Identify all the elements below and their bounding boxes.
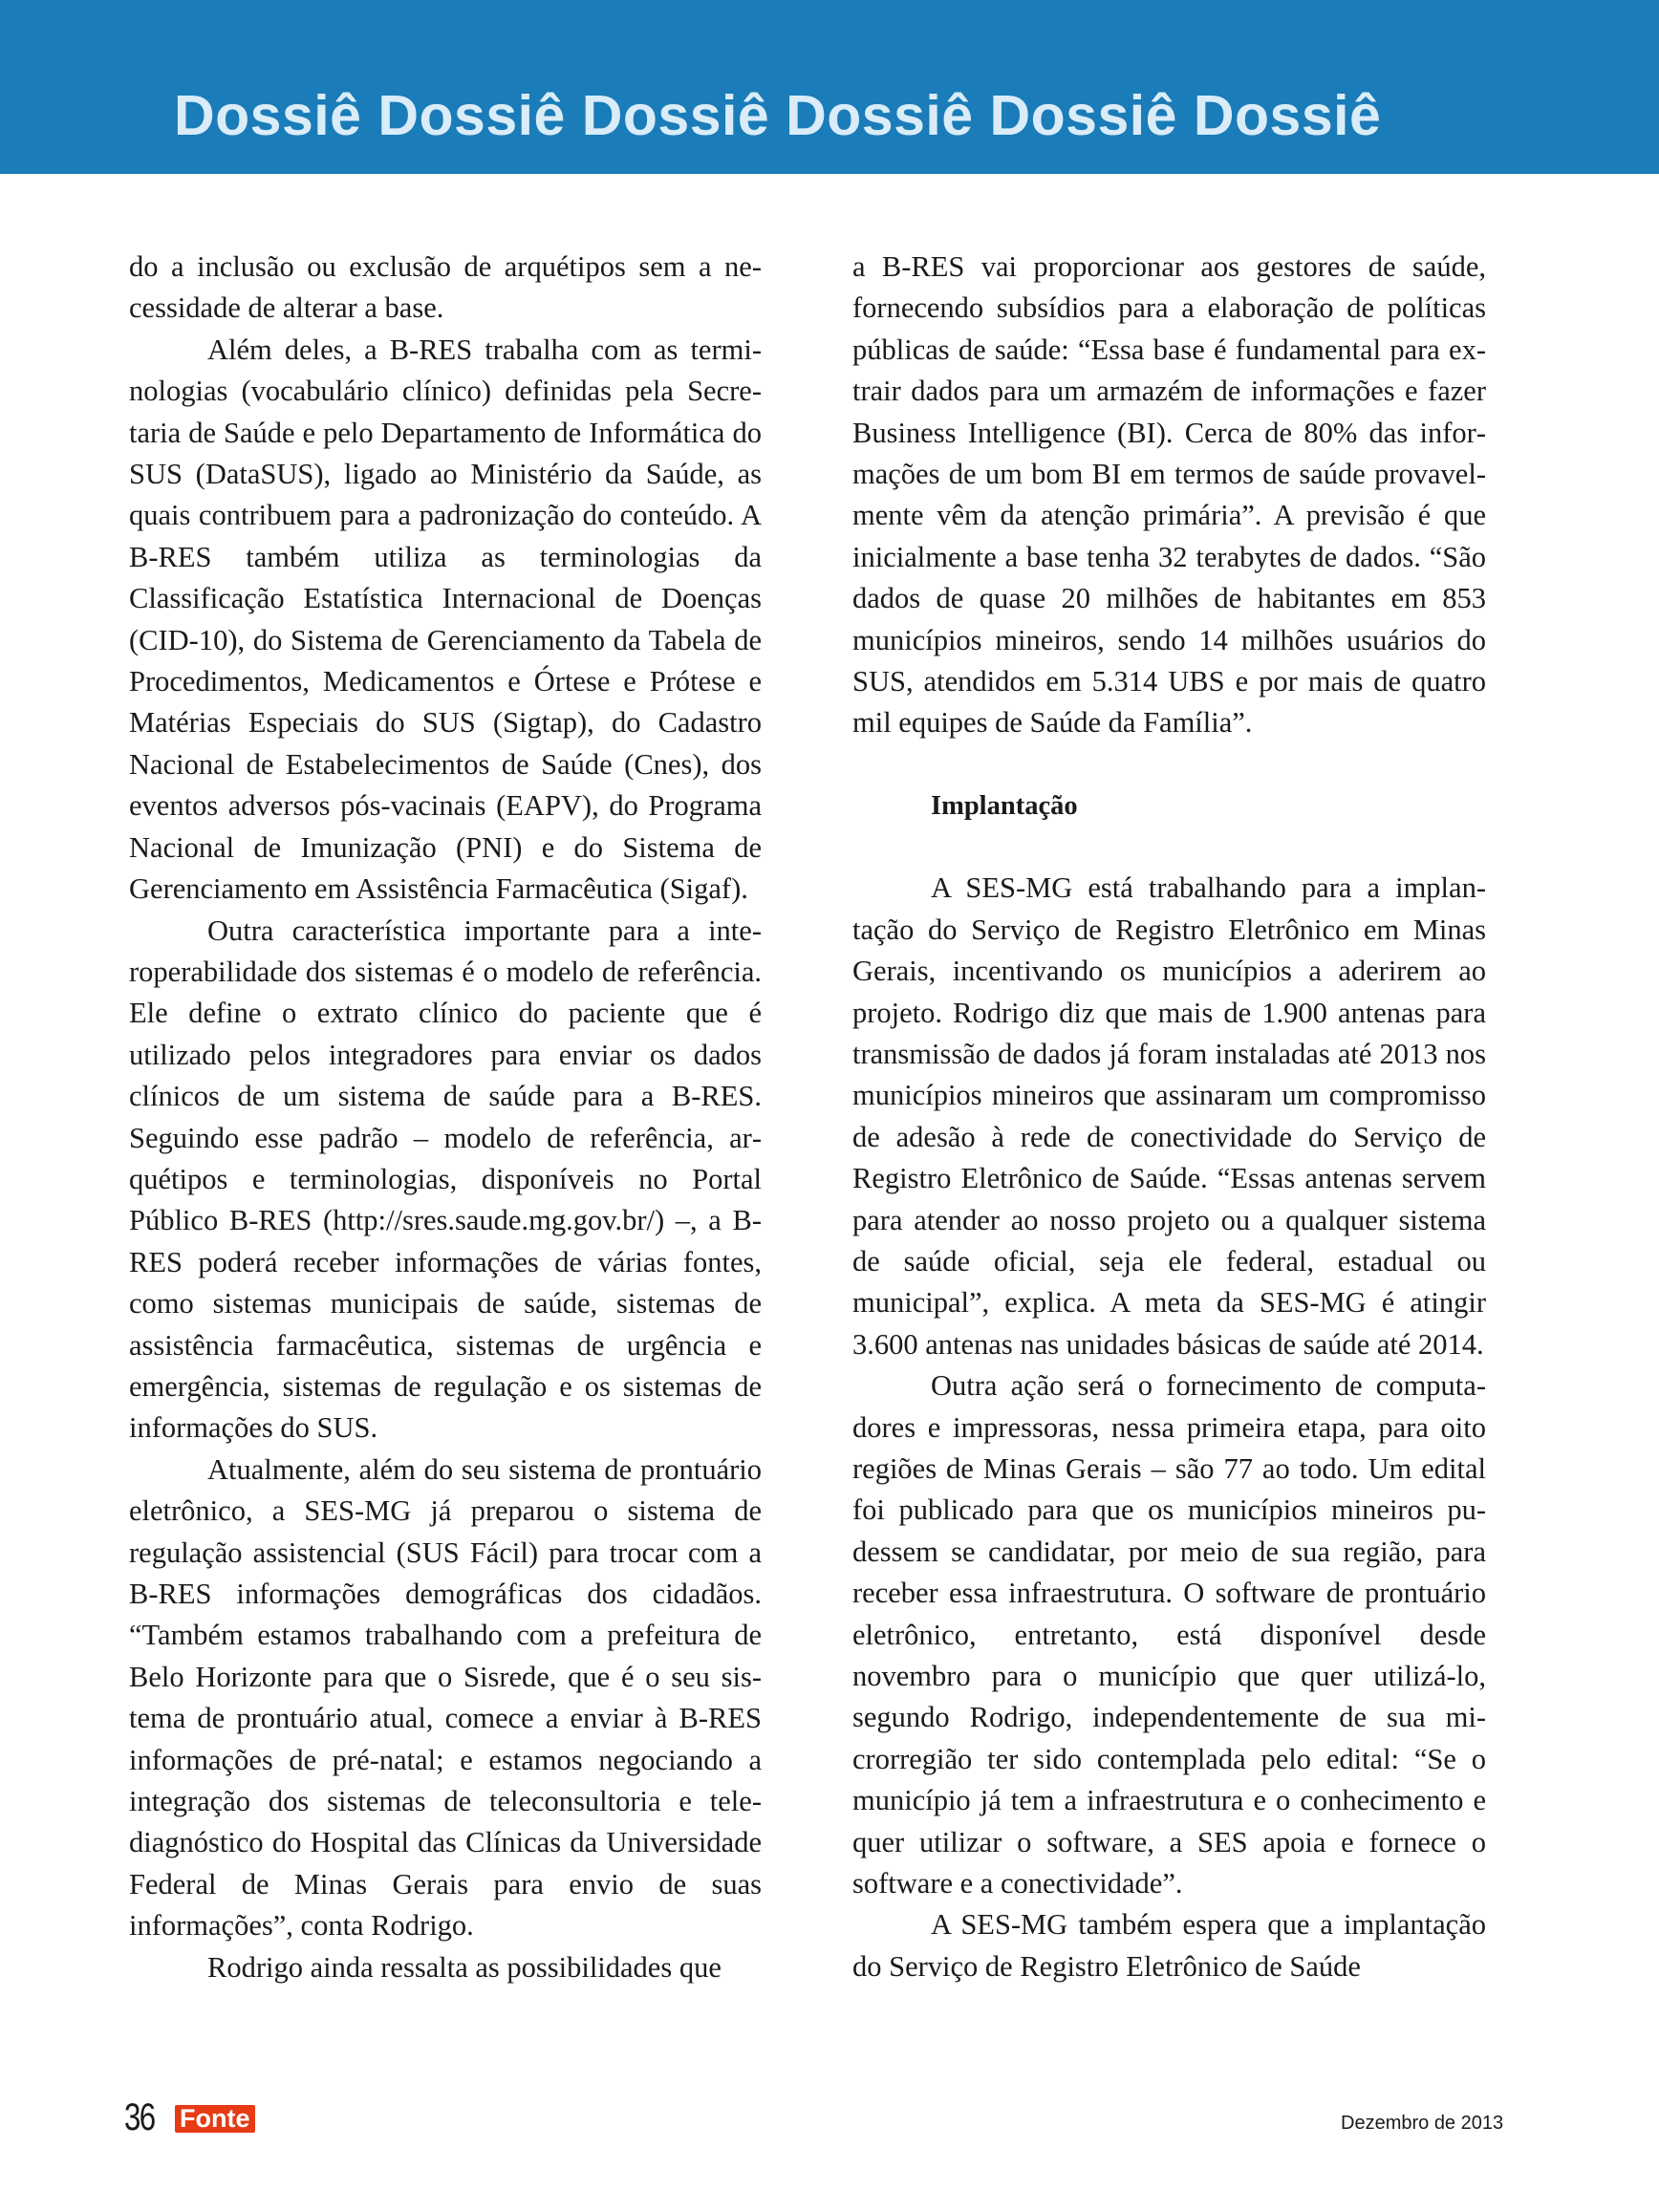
paragraph: Além deles, a B-RES trabalha com as terminologias (vocabulário clínico) definidas pela Secretaria de Saúde e pelo Departamento de Informática do SUS (DataSUS), ligado ao Ministério da Saúde, as quais contribuem para a padronização do conteúdo. A B-RES também utiliza as terminologias da Classificação Estatística Internacional de Doenças (CID-10), do Sistema de Gerenciamento da Tabela de Procedimentos, Medicamentos e Órtese e Prótese e Matérias Especiais do SUS (Sigtap), do Cadastro Nacional de Estabelecimentos de Saúde (Cnes), dos eventos adversos pós-vacinais (EAPV), do Programa Nacional de Imunização (PNI) e do Sistema de Gerenciamento em Assistência Farmacêutica (Sigaf). xyxy=(129,333,762,906)
paragraph: Atualmente, além do seu sistema de prontuário eletrônico, a SES-MG já preparou o sistema de regulação assistencial (SUS Fácil) para trocar com a B-RES informações demográficas dos cidadãos. “Também estamos trabalhando com a prefeitura de Belo Horizonte para que o Sisrede, que é o seu sistema de prontuário atual, comece a enviar à B-RES informações de pré-natal; e estamos negociando a integração dos sistemas de teleconsultoria e telediagnóstico do Hospital das Clínicas da Universidade Federal de Minas Gerais para envio de suas informações”, conta Rodrigo. xyxy=(129,1452,762,1943)
paragraph: Outra característica importante para a interoperabilidade dos sistemas é o modelo de referência. Ele define o extrato clínico do paciente que é utilizado pelos integradores para enviar os dados clínicos de um sistema de saúde para a B-RES. Seguindo esse padrão – modelo de referência, arquétipos e terminologias, disponíveis no Portal Público B-RES (http://sres.saude.mg.gov.br/) –, a B-RES poderá receber informações de várias fontes, como sistemas municipais de saúde, sistemas de assistência farmacêutica, sistemas de urgência e emergência, sistemas de regulação e os sistemas de informações do SUS. xyxy=(129,913,762,1445)
paragraph: A SES-MG também espera que a implantação do Serviço de Registro Eletrônico de Saúde xyxy=(852,1908,1486,1983)
issue-date: Dezembro de 2013 xyxy=(1341,2113,1504,2134)
left-column xyxy=(129,247,762,1988)
section-title: Dossiê Dossiê Dossiê Dossiê Dossiê Dossiê xyxy=(174,84,1382,147)
paragraph: A SES-MG está trabalhando para a implantação do Serviço de Registro Eletrônico em Minas Gerais, incentivando os municípios a aderirem ao projeto. Rodrigo diz que mais de 1.900 antenas para transmissão de dados já foram instaladas até 2013 nos municípios mineiros que assinaram um compromisso de adesão à rede de conectividade do Serviço de Registro Eletrônico de Saúde. “Essas antenas servem para atender ao nosso projeto ou a qualquer sistema de saúde oficial, seja ele federal, estadual ou municipal”, explica. A meta da SES-MG é atingir 3.600 antenas nas unidades básicas de saúde até 2014. xyxy=(852,871,1486,1361)
page-number: 36 xyxy=(124,2096,155,2138)
magazine-logo: Fonte xyxy=(175,2105,255,2133)
subheading: Implantação xyxy=(931,790,1078,821)
header-band xyxy=(0,0,1659,174)
paragraph: a B-RES vai proporcionar aos gestores de saúde, fornecendo subsídios para a elaboração de políticas públicas de saúde: “Essa base é fundamental para extrair dados para um armazém de informações e fazer Business Intelligence (BI). Cerca de 80% das informações de um bom BI em termos de saúde provavelmente vêm da atenção primária”. A previsão é que inicialmente a base tenha 32 terabytes de dados. “São dados de quase 20 milhões de habitantes em 853 municípios mineiros, sendo 14 milhões usuários do SUS, atendidos em 5.314 UBS e por mais de quatro mil equipes de Saúde da Família”. xyxy=(852,250,1486,740)
paragraph: do a inclusão ou exclusão de arquétipos sem a necessidade de alterar a base. xyxy=(129,250,762,325)
right-column xyxy=(852,247,1486,1987)
paragraph: Rodrigo ainda ressalta as possibilidades que xyxy=(207,1950,722,1984)
paragraph: Outra ação será o fornecimento de computadores e impressoras, nessa primeira etapa, para oito regiões de Minas Gerais – são 77 ao todo. Um edital foi publicado para que os municípios mineiros pudessem se candidatar, por meio de sua região, para receber essa infraestrutura. O software de prontuário eletrônico, entretanto, está disponível desde novembro para o município que quer utilizá-lo, segundo Rodrigo, independentemente de sua microrregião ter sido contemplada pelo edital: “Se o município já tem a infraestrutura e o conhecimento e quer utilizar o software, a SES apoia e fornece o software e a conectividade”. xyxy=(852,1369,1486,1901)
